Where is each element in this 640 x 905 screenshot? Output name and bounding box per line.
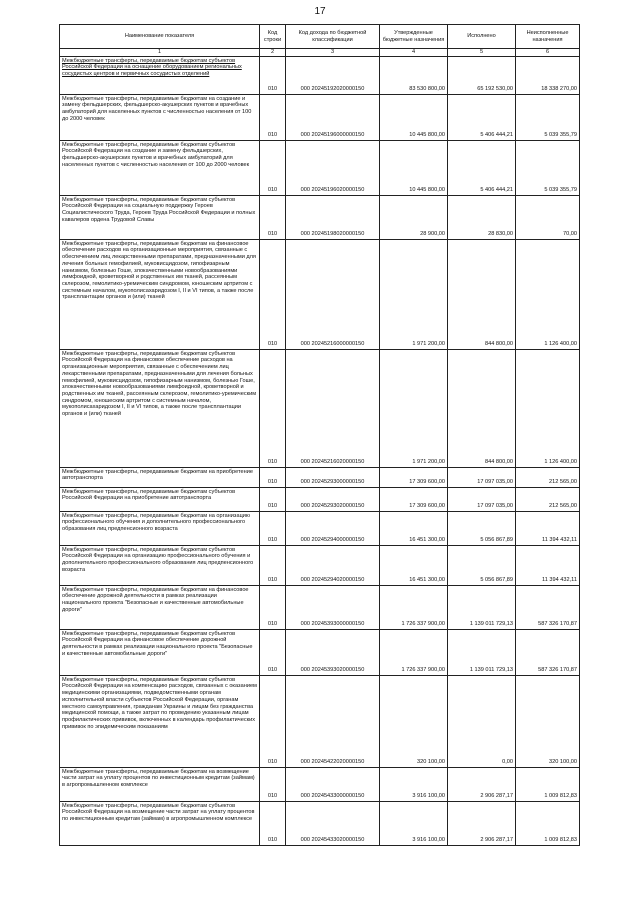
executed-value: 844 800,00 <box>448 349 516 467</box>
table-row <box>60 239 580 349</box>
table-row <box>60 511 580 545</box>
executed-value: 2 906 287,17 <box>448 801 516 845</box>
indicator-name: Межбюджетные трансферты, передаваемые бюджетам на приобретение автотранспорта <box>60 467 260 487</box>
executed-value: 844 800,00 <box>448 239 516 349</box>
indicator-name: Межбюджетные трансферты, передаваемые бюджетам субъектов Российской Федерации на возмещение части затрат на уплату процентов по инвестиционным кредитам (займам) в агропромышленном комплексе <box>60 801 260 845</box>
indicator-name: Межбюджетные трансферты, передаваемые бюджетам на создание и замену фельдшерских, фельдшерско-акушерских пунктов и врачебных амбулаторий для населенных пунктов с численностью населения от 100 до 2000 человек <box>60 94 260 140</box>
income-code: 000 20245192020000150 <box>286 56 380 94</box>
header-line-code: Код строки <box>260 25 286 49</box>
table-row <box>60 467 580 487</box>
unexecuted-value: 1 009 812,83 <box>516 767 580 801</box>
table-row <box>60 56 580 94</box>
table-row <box>60 767 580 801</box>
line-code: 010 <box>260 349 286 467</box>
indicator-name: Межбюджетные трансферты, передаваемые бюджетам субъектов Российской Федерации на социальную поддержку Героев Социалистического Труда, Героев Труда Российской Федерации и полных кавалеров ордена Трудовой Славы <box>60 195 260 239</box>
indicator-name: Межбюджетные трансферты, передаваемые бюджетам на финансовое обеспечение расходов на организационные мероприятия, связанные с обеспечением лиц лекарственными препаратами, предназначенными для лечения больных гемофилией, муковисцидозом, гипофизарным нанизмом, болезнью Гоше, злокачественными новообразованиями лимфоидной, кроветворной и родственных им тканей, рассеянным склерозом, гемолитико-уремическим синдромом, юношеским артритом с системным началом, мукополисахаридозом I, II и VI типов, а также после трансплантации органов и (или) тканей <box>60 239 260 349</box>
table-row <box>60 675 580 767</box>
column-number: 1 <box>60 49 260 57</box>
approved-value: 3 916 100,00 <box>380 801 448 845</box>
approved-value: 3 916 100,00 <box>380 767 448 801</box>
income-code: 000 20245433020000150 <box>286 801 380 845</box>
executed-value: 2 906 287,17 <box>448 767 516 801</box>
unexecuted-value: 11 394 432,11 <box>516 511 580 545</box>
page-number: 17 <box>314 6 326 17</box>
indicator-name: Межбюджетные трансферты, передаваемые бюджетам субъектов Российской Федерации на организацию профессионального обучения и дополнительного профессионального образования лиц предпенсионного возраста <box>60 545 260 585</box>
executed-value: 28 830,00 <box>448 195 516 239</box>
indicator-name: Межбюджетные трансферты, передаваемые бюджетам субъектов Российской Федерации на оснащение оборудованием региональных сосудистых центров и первичных сосудистых отделений <box>60 56 260 94</box>
executed-value: 1 139 011 729,13 <box>448 585 516 629</box>
table-row <box>60 94 580 140</box>
indicator-name: Межбюджетные трансферты, передаваемые бюджетам субъектов Российской Федерации на создание и замену фельдшерских, фельдшерско-акушерских пунктов и врачебных амбулаторий для населенных пунктов с численностью населения от 100 до 2000 человек <box>60 140 260 195</box>
approved-value: 320 100,00 <box>380 675 448 767</box>
income-code: 000 20245198020000150 <box>286 195 380 239</box>
income-code: 000 20245393000000150 <box>286 585 380 629</box>
approved-value: 10 445 800,00 <box>380 94 448 140</box>
column-number: 6 <box>516 49 580 57</box>
line-code: 010 <box>260 585 286 629</box>
indicator-name: Межбюджетные трансферты, передаваемые бюджетам субъектов Российской Федерации на компенсацию расходов, связанных с оказанием медицинскими организациями, подведомственными органам исполнительной власти субъектов Российской Федерации, органам местного самоуправления, гражданам Украины и лицам без гражданства медицинской помощи, а также затрат по проведению указанным лицам профилактических прививок, включенных в календарь профилактических прививок по эпидемическим показаниям <box>60 675 260 767</box>
unexecuted-value: 11 394 432,11 <box>516 545 580 585</box>
income-code: 000 20245196020000150 <box>286 140 380 195</box>
header-income-code: Код дохода по бюджетной классификации <box>286 25 380 49</box>
line-code: 010 <box>260 767 286 801</box>
indicator-name: Межбюджетные трансферты, передаваемые бюджетам на финансовое обеспечение дорожной деятельности в рамках реализации национального проекта "Безопасные и качественные автомобильные дороги" <box>60 585 260 629</box>
income-code: 000 20245294000000150 <box>286 511 380 545</box>
executed-value: 65 192 530,00 <box>448 56 516 94</box>
column-number: 4 <box>380 49 448 57</box>
unexecuted-value: 320 100,00 <box>516 675 580 767</box>
income-code: 000 20245293020000150 <box>286 487 380 511</box>
unexecuted-value: 18 338 270,00 <box>516 56 580 94</box>
approved-value: 10 445 800,00 <box>380 140 448 195</box>
unexecuted-value: 1 126 400,00 <box>516 349 580 467</box>
line-code: 010 <box>260 545 286 585</box>
executed-value: 5 406 444,21 <box>448 94 516 140</box>
line-code: 010 <box>260 801 286 845</box>
column-number: 2 <box>260 49 286 57</box>
table-row <box>60 585 580 629</box>
income-code: 000 20245422020000150 <box>286 675 380 767</box>
income-code: 000 20245433000000150 <box>286 767 380 801</box>
line-code: 010 <box>260 94 286 140</box>
table-row <box>60 195 580 239</box>
unexecuted-value: 587 326 170,87 <box>516 585 580 629</box>
executed-value: 5 056 867,89 <box>448 545 516 585</box>
approved-value: 1 971 200,00 <box>380 349 448 467</box>
unexecuted-value: 70,00 <box>516 195 580 239</box>
line-code: 010 <box>260 467 286 487</box>
income-code: 000 20245216000000150 <box>286 239 380 349</box>
table-row <box>60 629 580 675</box>
header-unexecuted: Неисполненные назначения <box>516 25 580 49</box>
executed-value: 17 097 035,00 <box>448 487 516 511</box>
indicator-name: Межбюджетные трансферты, передаваемые бюджетам субъектов Российской Федерации на финансовое обеспечение дорожной деятельности в рамках реализации национального проекта "Безопасные и качественные автомобильные дороги" <box>60 629 260 675</box>
unexecuted-value: 1 009 812,83 <box>516 801 580 845</box>
table-row <box>60 545 580 585</box>
executed-value: 0,00 <box>448 675 516 767</box>
income-code: 000 20245393020000150 <box>286 629 380 675</box>
unexecuted-value: 212 565,00 <box>516 467 580 487</box>
line-code: 010 <box>260 511 286 545</box>
unexecuted-value: 587 326 170,87 <box>516 629 580 675</box>
approved-value: 1 726 337 900,00 <box>380 585 448 629</box>
table-row <box>60 487 580 511</box>
approved-value: 16 451 300,00 <box>380 545 448 585</box>
line-code: 010 <box>260 239 286 349</box>
budget-execution-table <box>59 24 580 846</box>
header-approved: Утвержденные бюджетные назначения <box>380 25 448 49</box>
line-code: 010 <box>260 140 286 195</box>
column-number: 3 <box>286 49 380 57</box>
table-row <box>60 801 580 845</box>
income-code: 000 20245216020000150 <box>286 349 380 467</box>
header-indicator-name: Наименование показателя <box>60 25 260 49</box>
line-code: 010 <box>260 629 286 675</box>
income-code: 000 20245294020000150 <box>286 545 380 585</box>
approved-value: 1 726 337 900,00 <box>380 629 448 675</box>
indicator-name: Межбюджетные трансферты, передаваемые бюджетам на возмещение части затрат на уплату процентов по инвестиционным кредитам (займам) в агропромышленном комплексе <box>60 767 260 801</box>
executed-value: 17 097 035,00 <box>448 467 516 487</box>
indicator-name: Межбюджетные трансферты, передаваемые бюджетам субъектов Российской Федерации на финансовое обеспечение расходов на организационные мероприятия, связанные с обеспечением лиц лекарственными препаратами, предназначенными для лечения больных гемофилией, муковисцидозом, гипофизарным нанизмом, болезнью Гоше, злокачественными новообразованиями лимфоидной, кроветворной и родственных им тканей, рассеянным склерозом, гемолитико-уремическим синдромом, юношеским артритом с системным началом, мукополисахаридозом I, II и VI типов, а также после трансплантации органов и (или) тканей <box>60 349 260 467</box>
approved-value: 83 530 800,00 <box>380 56 448 94</box>
table-row <box>60 349 580 467</box>
executed-value: 1 139 011 729,13 <box>448 629 516 675</box>
table-row <box>60 140 580 195</box>
line-code: 010 <box>260 487 286 511</box>
column-number: 5 <box>448 49 516 57</box>
line-code: 010 <box>260 675 286 767</box>
income-code: 000 20245196000000150 <box>286 94 380 140</box>
unexecuted-value: 5 039 355,79 <box>516 140 580 195</box>
approved-value: 16 451 300,00 <box>380 511 448 545</box>
indicator-name: Межбюджетные трансферты, передаваемые бюджетам субъектов Российской Федерации на приобретение автотранспорта <box>60 487 260 511</box>
table-header <box>60 25 580 57</box>
unexecuted-value: 1 126 400,00 <box>516 239 580 349</box>
unexecuted-value: 5 039 355,79 <box>516 94 580 140</box>
unexecuted-value: 212 565,00 <box>516 487 580 511</box>
column-number-row <box>60 49 580 57</box>
line-code: 010 <box>260 195 286 239</box>
approved-value: 17 309 600,00 <box>380 467 448 487</box>
income-code: 000 20245293000000150 <box>286 467 380 487</box>
approved-value: 17 309 600,00 <box>380 487 448 511</box>
executed-value: 5 056 867,89 <box>448 511 516 545</box>
approved-value: 28 900,00 <box>380 195 448 239</box>
table-body <box>60 56 580 845</box>
approved-value: 1 971 200,00 <box>380 239 448 349</box>
indicator-name: Межбюджетные трансферты, передаваемые бюджетам на организацию профессионального обучения и дополнительного профессионального образования лиц предпенсионного возраста <box>60 511 260 545</box>
line-code: 010 <box>260 56 286 94</box>
executed-value: 5 406 444,21 <box>448 140 516 195</box>
header-executed: Исполнено <box>448 25 516 49</box>
